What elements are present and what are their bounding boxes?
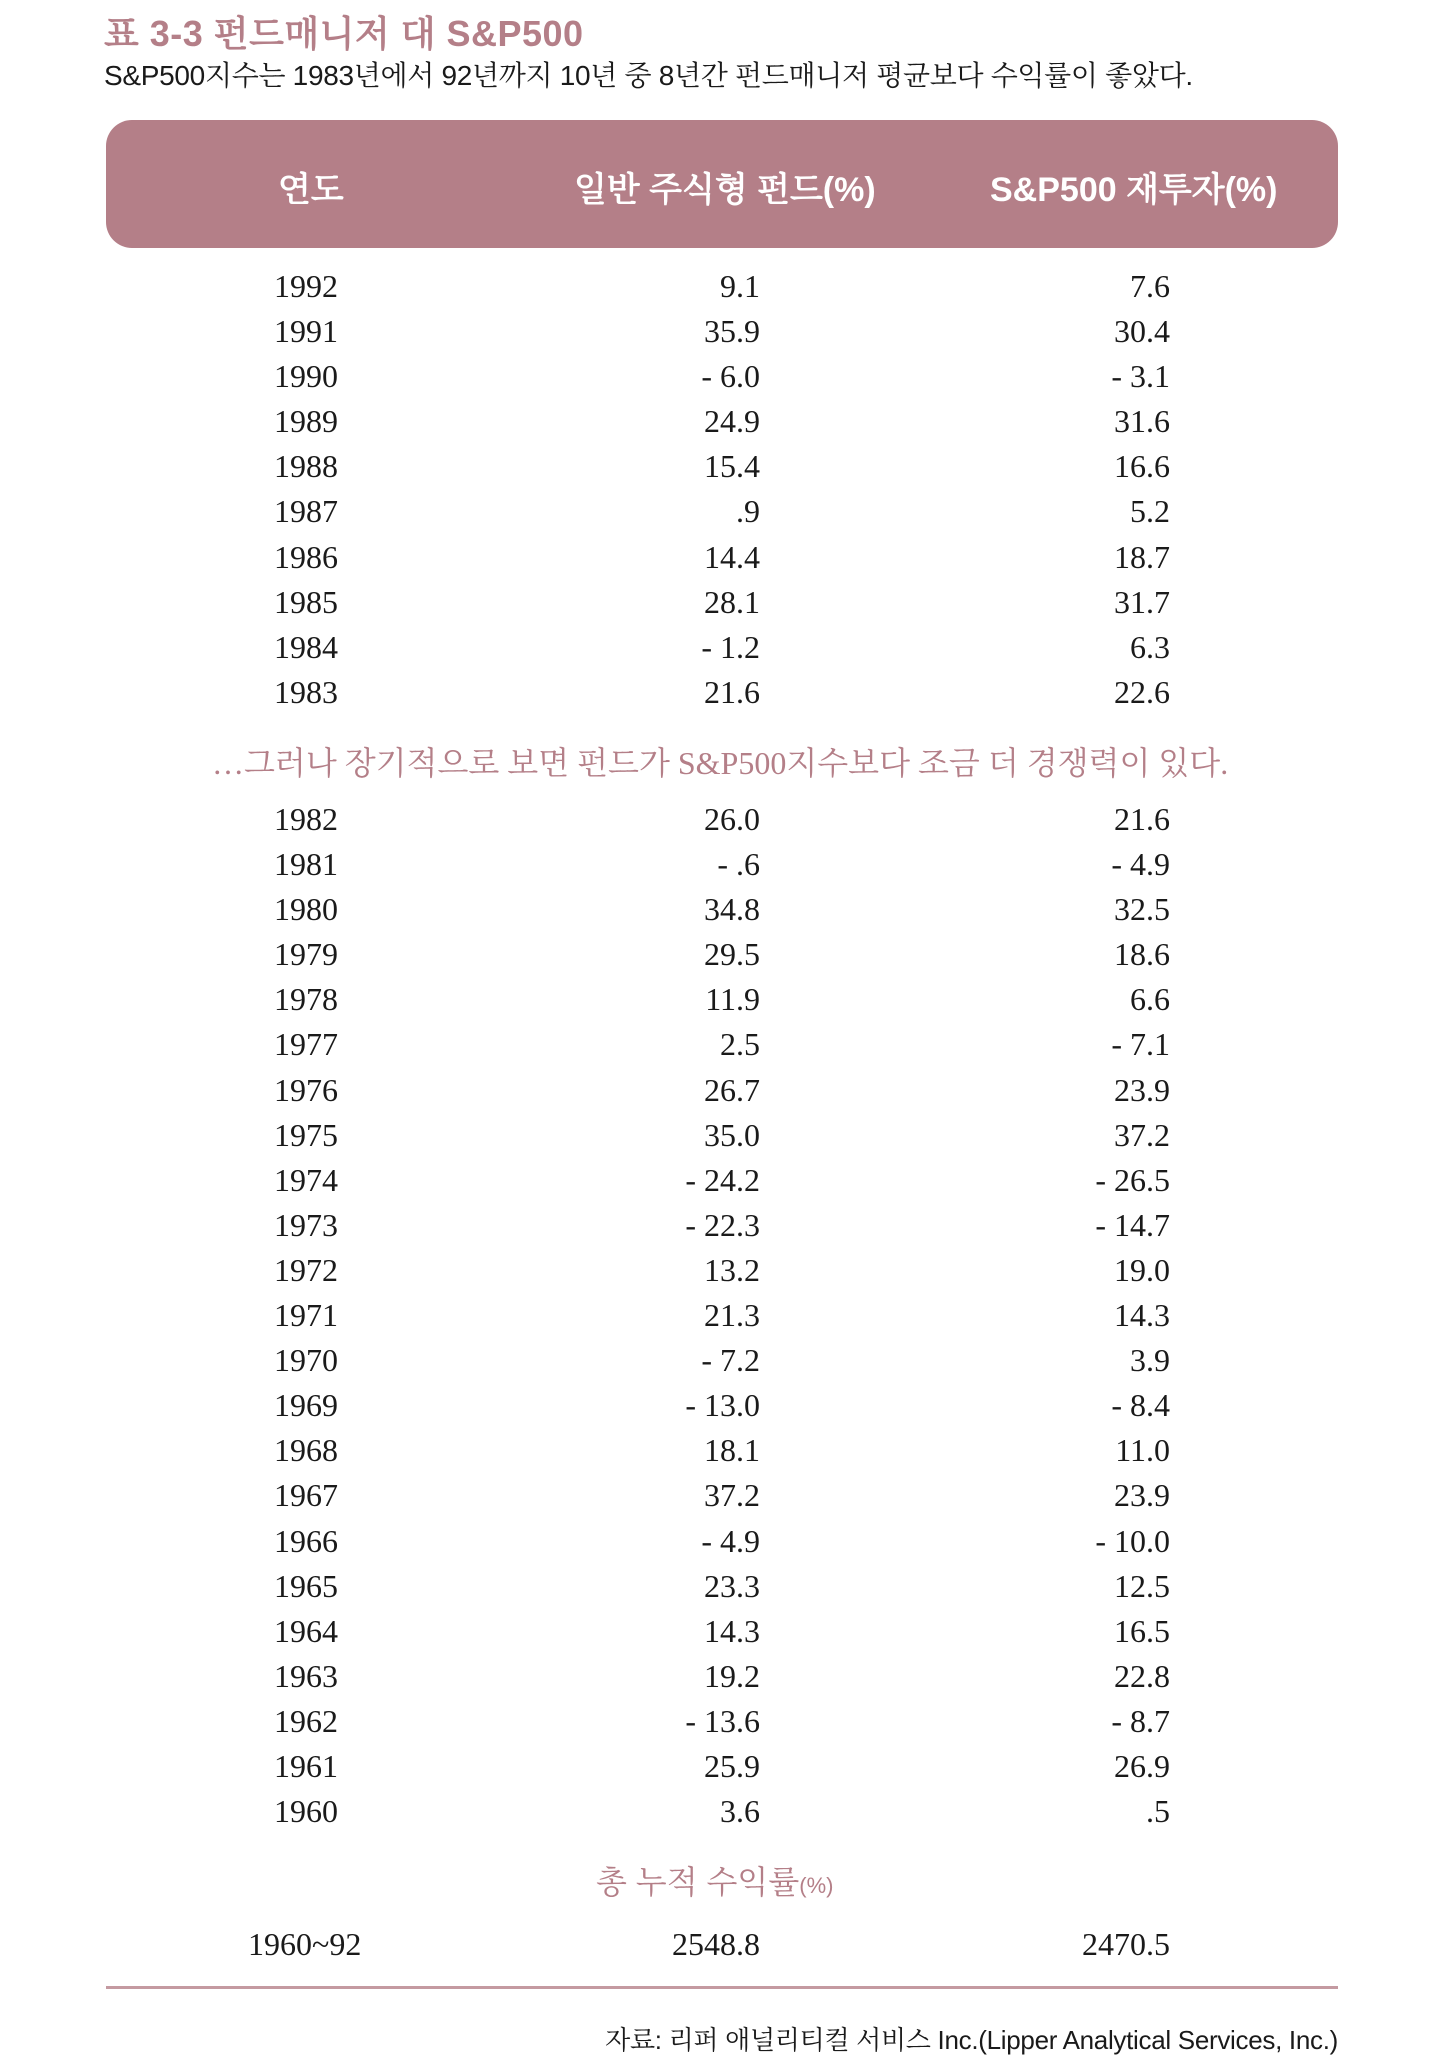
cell-sp500: 30.4 — [1114, 313, 1170, 350]
cell-year: 1990 — [274, 358, 338, 395]
table-row — [0, 1430, 1440, 1475]
cell-sp500: 16.6 — [1114, 448, 1170, 485]
cell-year: 1963 — [274, 1657, 338, 1694]
table-row — [0, 1160, 1440, 1205]
table-row — [0, 1656, 1440, 1701]
cell-year: 1969 — [274, 1387, 338, 1424]
table-row — [0, 672, 1440, 717]
table-row — [0, 1205, 1440, 1250]
cell-fund: - 24.2 — [685, 1161, 760, 1198]
cell-sp500: 3.9 — [1130, 1342, 1170, 1379]
cell-year: 1989 — [274, 403, 338, 440]
table-row — [0, 356, 1440, 401]
cell-fund: - 13.0 — [685, 1387, 760, 1424]
cell-year: 1978 — [274, 981, 338, 1018]
cell-fund: 21.6 — [704, 673, 760, 710]
cell-sp500: - 26.5 — [1095, 1161, 1170, 1198]
table-row — [0, 1295, 1440, 1340]
table-body-recent — [0, 266, 1440, 717]
cell-year: 1986 — [274, 538, 338, 575]
cell-fund: .9 — [736, 493, 760, 530]
table-row — [0, 799, 1440, 844]
cell-sp500: 22.6 — [1114, 673, 1170, 710]
cell-fund: 26.0 — [704, 801, 760, 837]
table-row — [0, 1791, 1440, 1836]
table-row — [0, 627, 1440, 672]
table-body-long-term — [0, 799, 1440, 1836]
cumulative-label — [596, 1857, 833, 1903]
cell-fund: 35.0 — [704, 1116, 760, 1153]
cumulative-sp500: 2470.5 — [1082, 1926, 1170, 1962]
table-row — [0, 979, 1440, 1024]
cell-year: 1991 — [274, 313, 338, 350]
table-row — [0, 1701, 1440, 1746]
cell-sp500: - 8.4 — [1111, 1387, 1170, 1424]
cell-year: 1966 — [274, 1522, 338, 1559]
cell-fund: 18.1 — [704, 1432, 760, 1469]
cell-fund: 11.9 — [705, 981, 760, 1018]
cell-year: 1967 — [274, 1477, 338, 1514]
cell-year: 1964 — [274, 1612, 338, 1649]
cumulative-unit: (%) — [799, 1873, 834, 1898]
cumulative-row — [0, 1926, 1440, 1970]
cell-sp500: 26.9 — [1114, 1747, 1170, 1784]
header-sp500: S&P500 재투자(%) — [990, 171, 1278, 209]
cumulative-year: 1960~92 — [248, 1926, 362, 1962]
table-row — [0, 582, 1440, 627]
table-subtitle: S&P500지수는 1983년에서 92년까지 10년 중 8년간 펀드매니저 평균보다 수익률이 좋았다. — [104, 60, 1193, 91]
cell-sp500: 19.0 — [1114, 1251, 1170, 1288]
cell-sp500: 18.7 — [1114, 538, 1170, 575]
cell-sp500: 6.6 — [1130, 981, 1170, 1018]
table-row — [0, 1250, 1440, 1295]
section-note: …그러나 장기적으로 보면 펀드가 S&P500지수보다 조금 더 경쟁력이 있다. — [212, 745, 1229, 781]
cell-year: 1975 — [274, 1116, 338, 1153]
cell-sp500: 11.0 — [1115, 1432, 1170, 1469]
table-row — [0, 1340, 1440, 1385]
cell-sp500: - 4.9 — [1111, 846, 1170, 883]
cell-year: 1962 — [274, 1702, 338, 1739]
cell-year: 1968 — [274, 1432, 338, 1469]
table-row — [0, 266, 1440, 311]
cell-sp500: 23.9 — [1114, 1071, 1170, 1108]
bottom-rule — [106, 1986, 1338, 1989]
cell-year: 1960 — [274, 1793, 338, 1830]
table-title: 표 3-3 펀드매니저 대 S&P500 — [104, 13, 584, 54]
cell-fund: - .6 — [717, 846, 760, 883]
cell-sp500: 31.7 — [1114, 583, 1170, 620]
cell-fund: - 13.6 — [685, 1702, 760, 1739]
cell-year: 1961 — [274, 1747, 338, 1784]
table-row — [0, 889, 1440, 934]
cell-year: 1982 — [274, 801, 338, 837]
cell-fund: 34.8 — [704, 891, 760, 928]
cell-year: 1979 — [274, 936, 338, 973]
cell-year: 1977 — [274, 1026, 338, 1063]
table-row — [0, 1115, 1440, 1160]
cell-fund: 3.6 — [720, 1793, 760, 1830]
table-row — [0, 1024, 1440, 1069]
table-row — [0, 446, 1440, 491]
cell-year: 1976 — [274, 1071, 338, 1108]
cell-year: 1973 — [274, 1206, 338, 1243]
header-year: 연도 — [278, 171, 344, 209]
table-row — [0, 1566, 1440, 1611]
cell-sp500: 7.6 — [1130, 268, 1170, 304]
cell-year: 1992 — [274, 268, 338, 304]
cell-sp500: 21.6 — [1114, 801, 1170, 837]
table-row — [0, 844, 1440, 889]
cell-fund: 28.1 — [704, 583, 760, 620]
cell-year: 1972 — [274, 1251, 338, 1288]
cell-fund: 2.5 — [720, 1026, 760, 1063]
cumulative-fund: 2548.8 — [672, 1926, 760, 1962]
cell-year: 1984 — [274, 628, 338, 665]
cell-year: 1988 — [274, 448, 338, 485]
cell-sp500: 6.3 — [1130, 628, 1170, 665]
table-row — [0, 401, 1440, 446]
cell-year: 1965 — [274, 1567, 338, 1604]
cell-sp500: - 3.1 — [1111, 358, 1170, 395]
source-note: 자료: 리퍼 애널리티컬 서비스 Inc.(Lipper Analytical Services, Inc.) — [605, 2025, 1338, 2055]
table-row — [0, 1521, 1440, 1566]
cell-year: 1980 — [274, 891, 338, 928]
table-row — [0, 1746, 1440, 1791]
cell-fund: 24.9 — [704, 403, 760, 440]
cell-sp500: 37.2 — [1114, 1116, 1170, 1153]
cell-sp500: 22.8 — [1114, 1657, 1170, 1694]
table-row — [0, 537, 1440, 582]
cell-sp500: .5 — [1146, 1793, 1170, 1830]
table-row — [0, 1611, 1440, 1656]
cell-fund: - 22.3 — [685, 1206, 760, 1243]
table-row — [0, 1070, 1440, 1115]
cell-fund: - 7.2 — [701, 1342, 760, 1379]
cell-fund: 14.4 — [704, 538, 760, 575]
cell-fund: 37.2 — [704, 1477, 760, 1514]
cell-sp500: - 7.1 — [1111, 1026, 1170, 1063]
cell-sp500: 32.5 — [1114, 891, 1170, 928]
cell-sp500: - 14.7 — [1095, 1206, 1170, 1243]
cell-year: 1987 — [274, 493, 338, 530]
header-fund: 일반 주식형 펀드(%) — [574, 171, 876, 209]
cell-fund: 29.5 — [704, 936, 760, 973]
cell-fund: 19.2 — [704, 1657, 760, 1694]
cell-fund: - 1.2 — [701, 628, 760, 665]
cell-sp500: - 10.0 — [1095, 1522, 1170, 1559]
cell-fund: 15.4 — [704, 448, 760, 485]
cell-sp500: 31.6 — [1114, 403, 1170, 440]
cell-year: 1971 — [274, 1297, 338, 1334]
cell-year: 1970 — [274, 1342, 338, 1379]
table-row — [0, 934, 1440, 979]
cell-sp500: 18.6 — [1114, 936, 1170, 973]
table-row — [0, 1475, 1440, 1520]
cell-sp500: 16.5 — [1114, 1612, 1170, 1649]
cell-fund: 9.1 — [720, 268, 760, 304]
cumulative-label-text: 총 누적 수익률 — [596, 1864, 800, 1900]
cell-fund: 26.7 — [704, 1071, 760, 1108]
table-row — [0, 311, 1440, 356]
cell-fund: - 4.9 — [701, 1522, 760, 1559]
table-row — [0, 1385, 1440, 1430]
cell-year: 1981 — [274, 846, 338, 883]
cell-fund: 25.9 — [704, 1747, 760, 1784]
cell-sp500: 5.2 — [1130, 493, 1170, 530]
cell-sp500: - 8.7 — [1111, 1702, 1170, 1739]
cell-fund: - 6.0 — [701, 358, 760, 395]
cell-year: 1974 — [274, 1161, 338, 1198]
cell-sp500: 12.5 — [1114, 1567, 1170, 1604]
cell-sp500: 14.3 — [1114, 1297, 1170, 1334]
cell-year: 1985 — [274, 583, 338, 620]
cell-fund: 13.2 — [704, 1251, 760, 1288]
table-row — [0, 491, 1440, 536]
cell-fund: 23.3 — [704, 1567, 760, 1604]
cell-fund: 14.3 — [704, 1612, 760, 1649]
cell-fund: 35.9 — [704, 313, 760, 350]
cell-fund: 21.3 — [704, 1297, 760, 1334]
table-header — [106, 120, 1338, 248]
cell-year: 1983 — [274, 673, 338, 710]
cell-sp500: 23.9 — [1114, 1477, 1170, 1514]
